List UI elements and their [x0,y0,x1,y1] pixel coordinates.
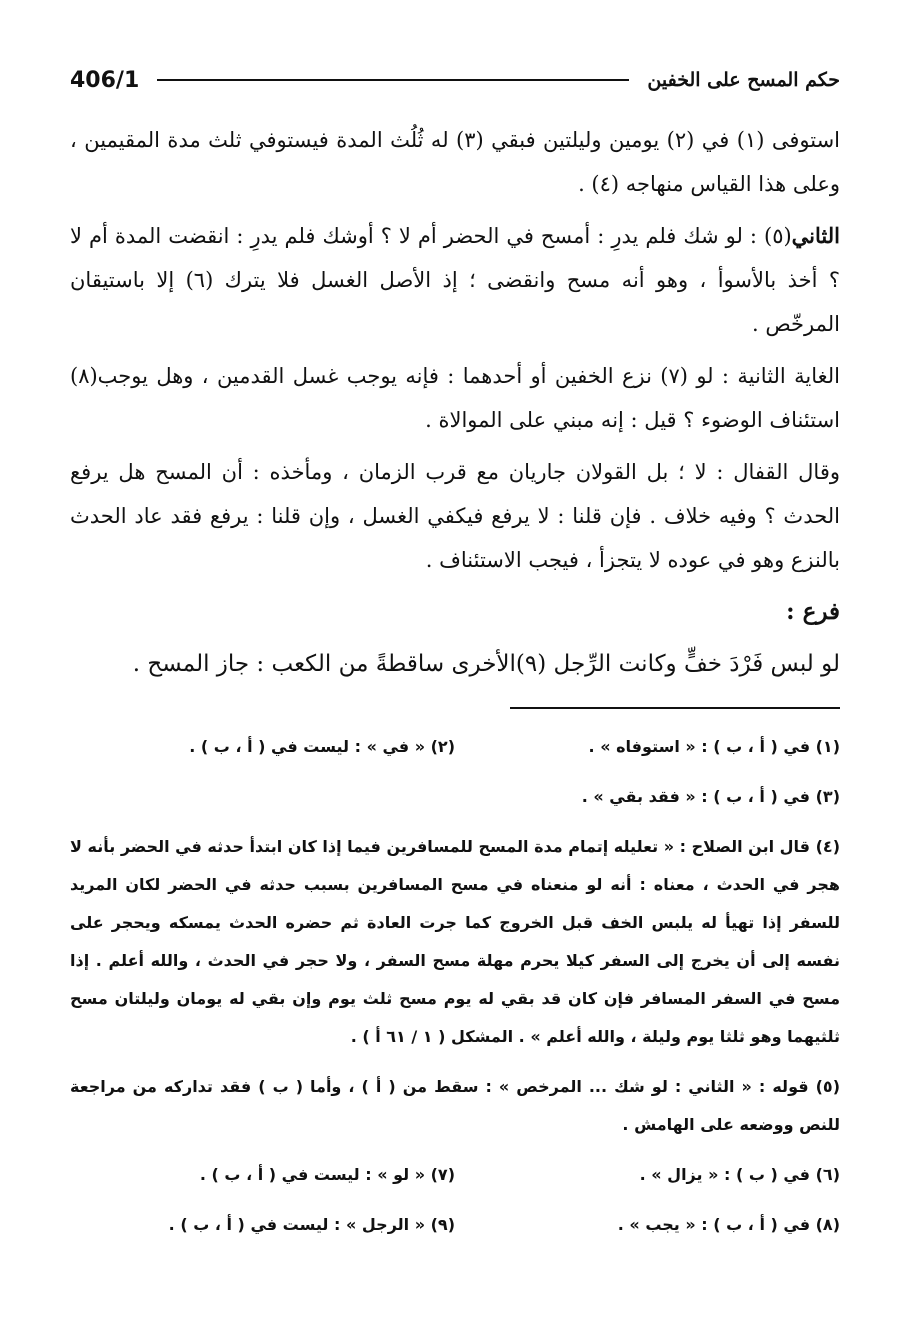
branch-text: لو لبس فَرْدَ خفٍّ وكانت الرِّجل (٩)الأخرى ساقطةً من الكعب : جاز المسح . [132,651,840,677]
paragraph-2-text: (٥) : لو شك فلم يدرِ : أمسح في الحضر أم لا ؟ أوشك فلم يدرِ : انقضت المدة أم لا ؟ أخذ بالأسوأ ، وهو أنه مسح وانقضى ؛ إذ الأصل الغسل فلا يترك (٦) إلا باستيقان المرخّص . [70,224,840,336]
footnote-2: (٢) « في » : ليست في ( أ ، ب ) . [189,737,455,756]
footnote-rule [510,707,840,709]
page-header [70,62,840,98]
footnote-row [70,1206,840,1244]
branch-heading: فرع : [786,598,840,625]
running-title: حكم المسح على الخفين [647,69,840,91]
paragraph-4: وقال القفال : لا ؛ بل القولان جاريان مع قرب الزمان ، ومأخذه : أن المسح هل يرفع الحدث ؟ وفيه خلاف . فإن قلنا : لا يرفع فيكفي الغسل ، وإن قلنا : يرفع فقد عاد الحدث بالنزع وهو في عوده لا يتجزأ ، فيجب الاستئناف . [70,460,840,572]
footnotes [70,728,840,1256]
footnote-row [70,1156,840,1194]
paragraph-1: استوفى (١) في (٢) يومين وليلتين فبقي (٣) له ثُلُث المدة فيستوفي ثلث مدة المقيمين ، وعلى هذا القياس منهاجه (٤) . [70,128,841,196]
footnote-1: (١) في ( أ ، ب ) : « استوفاه » . [588,737,840,756]
footnote-3: (٣) في ( أ ، ب ) : « فقد بقي » . [581,787,840,806]
paragraph-2 [70,214,840,346]
main-text [70,118,840,694]
paragraph-2-lead: الثاني [791,223,840,248]
header-rule [157,79,629,81]
footnote-4: (٤) قال ابن الصلاح : « تعليله إتمام مدة المسح للمسافرين فيما إذا كان ابتدأ حدثه في الحضر بأنه لا هجر في الحدث ، معناه : أنه لو منعناه في مسح المسافرين بسبب حدثه في الحضر لكان المريد للسفر إذا تهيأ له يلبس الخف قبل الخروج كما جرت العادة ثم حضره الحدث يمسكه ويحجر على نفسه إلى أن يخرج إلى السفر كيلا يحرم مهلة مسح السفر ، ولا حجر في الحدث ، والله أعلم . إذا مسح في السفر المسافر فإن كان قد بقي له يوم مسح ثلث يوم وإن بقي له يومان وليلتان مسح ثلثيهما وهو ثلثا يوم وليلة ، والله أعلم » . المشكل ( ١ / ٦١ أ ) . [70,837,840,1046]
footnote-row [70,728,840,766]
footnote-6: (٦) في ( ب ) : « يزال » . [639,1165,840,1184]
footnote-8: (٨) في ( أ ، ب ) : « يجب » . [617,1215,840,1234]
page-number: 406/1 [70,67,140,93]
footnote-9: (٩) « الرجل » : ليست في ( أ ، ب ) . [168,1215,455,1234]
footnote-5: (٥) قوله : « الثاني : لو شك ... المرخص » : سقط من ( أ ) ، وأما ( ب ) فقد تداركه من مراجعة للنص ووضعه على الهامش . [70,1077,840,1134]
paragraph-3: الغاية الثانية : لو (٧) نزع الخفين أو أحدهما : فإنه يوجب غسل القدمين ، وهل يوجب(٨) استئناف الوضوء ؟ قيل : إنه مبني على الموالاة . [70,364,840,432]
footnote-7: (٧) « لو » : ليست في ( أ ، ب ) . [199,1165,455,1184]
